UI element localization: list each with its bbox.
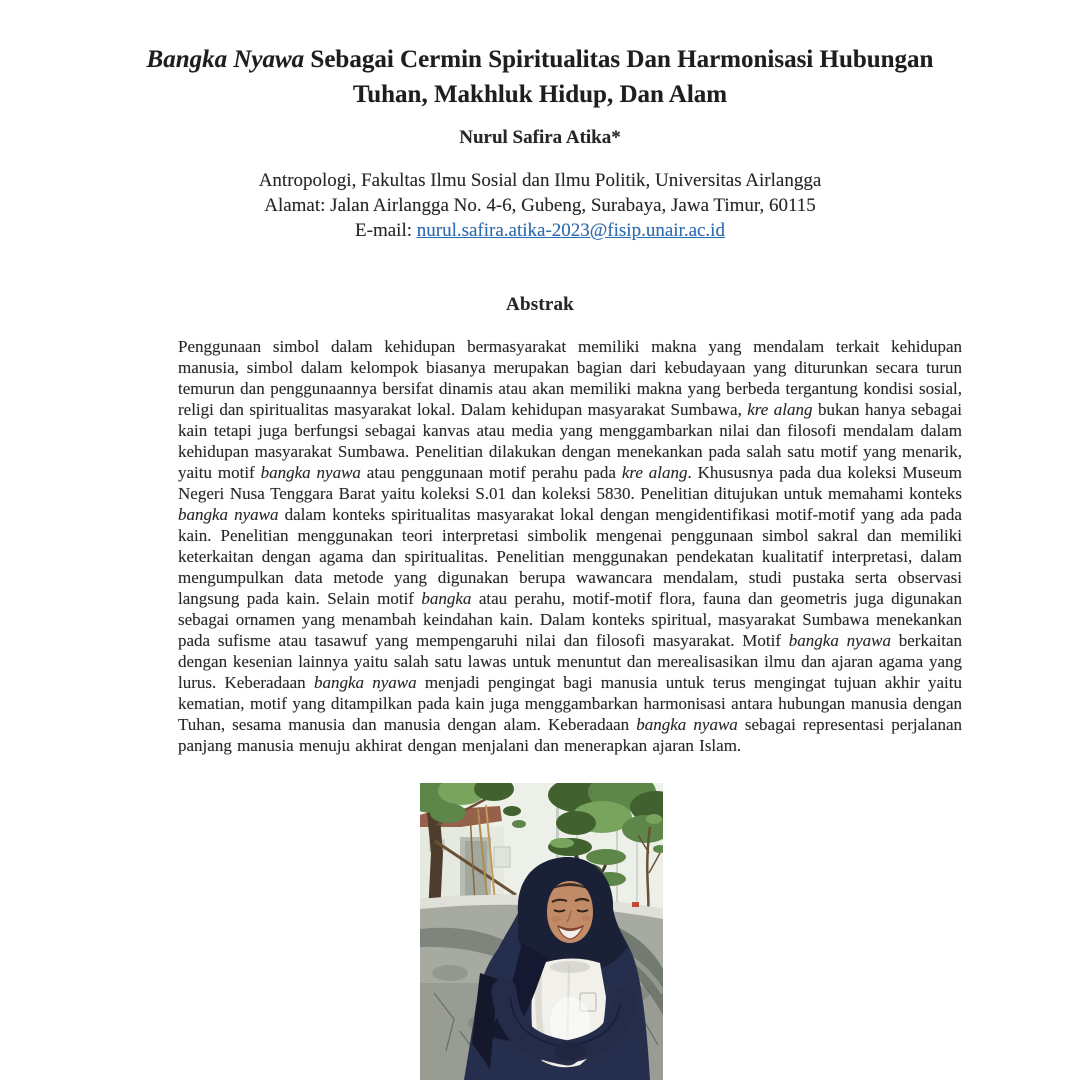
author-photo-illustration bbox=[420, 783, 663, 1080]
abstract-italic-term: bangka nyawa bbox=[313, 673, 417, 692]
email-link[interactable]: nurul.safira.atika-2023@fisip.unair.ac.id bbox=[416, 220, 725, 241]
address-line: Alamat: Jalan Airlangga No. 4-6, Gubeng, Surabaya, Jawa Timur, 60115 bbox=[264, 195, 816, 216]
abstract-text: berkaitan dengan kesenian lainnya yaitu salah satu lawas untuk menuntut dan merealisasikan ilmu dan ajaran agama yang lurus. Keberadaan bbox=[178, 631, 963, 692]
affiliation-block bbox=[0, 168, 1080, 243]
affiliation-line: Antropologi, Fakultas Ilmu Sosial dan Ilmu Politik, Universitas Airlangga bbox=[258, 170, 822, 191]
abstract-italic-term: bangka nyawa bbox=[178, 505, 279, 524]
abstract-text: . Khususnya pada dua koleksi Museum Negeri Nusa Tenggara Barat yaitu koleksi S.01 dan koleksi 5830. Penelitian ditujukan untuk memahami konteks bbox=[178, 463, 962, 503]
abstract-text: bukan hanya sebagai kain tetapi juga berfungsi sebagai kanvas atau media yang menggambarkan nilai dan filosofi mendalam dalam kehidupan masyarakat Sumbawa. Penelitian dilakukan dengan menekankan pada salah satu motif yang menarik, yaitu motif bbox=[178, 400, 962, 482]
abstract-italic-term: bangka nyawa bbox=[260, 463, 361, 482]
abstract-text: menjadi pengingat bagi manusia untuk terus mengingat tujuan akhir yaitu kematian, motif yang ditampilkan pada kain juga menggambarkan harmonisasi antara hubungan manusia dengan Tuhan, sesama manusia dan manusia dengan alam. Keberadaan bbox=[178, 673, 962, 734]
title-line1-rest: Sebagai Cermin Spiritualitas Dan Harmonisasi Hubungan bbox=[304, 46, 934, 73]
abstract-italic-term: bangka nyawa bbox=[636, 715, 738, 734]
abstract-paragraph bbox=[178, 336, 962, 756]
email-label: E-mail: bbox=[355, 220, 417, 241]
abstract-italic-term: bangka bbox=[421, 589, 472, 608]
abstract-italic-term: kre alang bbox=[747, 400, 813, 419]
paper-title bbox=[60, 42, 1020, 112]
paper-title-line1 bbox=[147, 46, 934, 73]
abstract-text: atau penggunaan motif perahu pada bbox=[360, 463, 622, 482]
paper-title-line2: Tuhan, Makhluk Hidup, Dan Alam bbox=[352, 81, 728, 108]
abstract-italic-term: kre alang bbox=[621, 463, 688, 482]
abstract-text: Penggunaan simbol dalam kehidupan bermasyarakat memiliki makna yang mendalam terkait kehidupan manusia, simbol dalam kelompok biasanya merupakan bagian dari kebudayaan yang diturunkan secara turun temurun dan penggunaannya bersifat dinamis atau akan memiliki makna yang berbeda tergantung kondisi sosial, religi dan spiritualitas masyarakat lokal. Dalam kehidupan masyarakat Sumbawa, bbox=[178, 337, 962, 419]
abstract-heading: Abstrak bbox=[506, 294, 574, 315]
author-name: Nurul Safira Atika* bbox=[459, 127, 621, 148]
abstract-text: atau perahu, motif-motif flora, fauna dan geometris juga digunakan sebagai ornamen yang menambah keindahan kain. Dalam konteks spiritual, masyarakat Sumbawa menekankan pada sufisme atau tasawuf yang mempengaruhi nilai dan filosofi masyarakat. Motif bbox=[178, 589, 962, 650]
title-italic-term: Bangka Nyawa bbox=[146, 46, 305, 73]
email-line bbox=[0, 218, 1080, 243]
abstract-italic-term: bangka nyawa bbox=[788, 631, 891, 650]
author-photo bbox=[420, 783, 663, 1080]
abstract-text: sebagai representasi perjalanan panjang manusia menuju akhirat dengan menjalani dan menerapkan ajaran Islam. bbox=[178, 715, 962, 755]
abstract-text: dalam konteks spiritualitas masyarakat lokal dengan mengidentifikasi motif-motif yang ada pada kain. Penelitian menggunakan teori interpretasi simbolik mengenai penggunaan simbol sakral dan memiliki keterkaitan dengan agama dan spiritualitas. Penelitian menggunakan pendekatan kualitatif interpretasi, dalam mengumpulkan data metode yang digunakan berupa wawancara mendalam, studi pustaka serta observasi langsung pada kain. Selain motif bbox=[178, 505, 962, 608]
